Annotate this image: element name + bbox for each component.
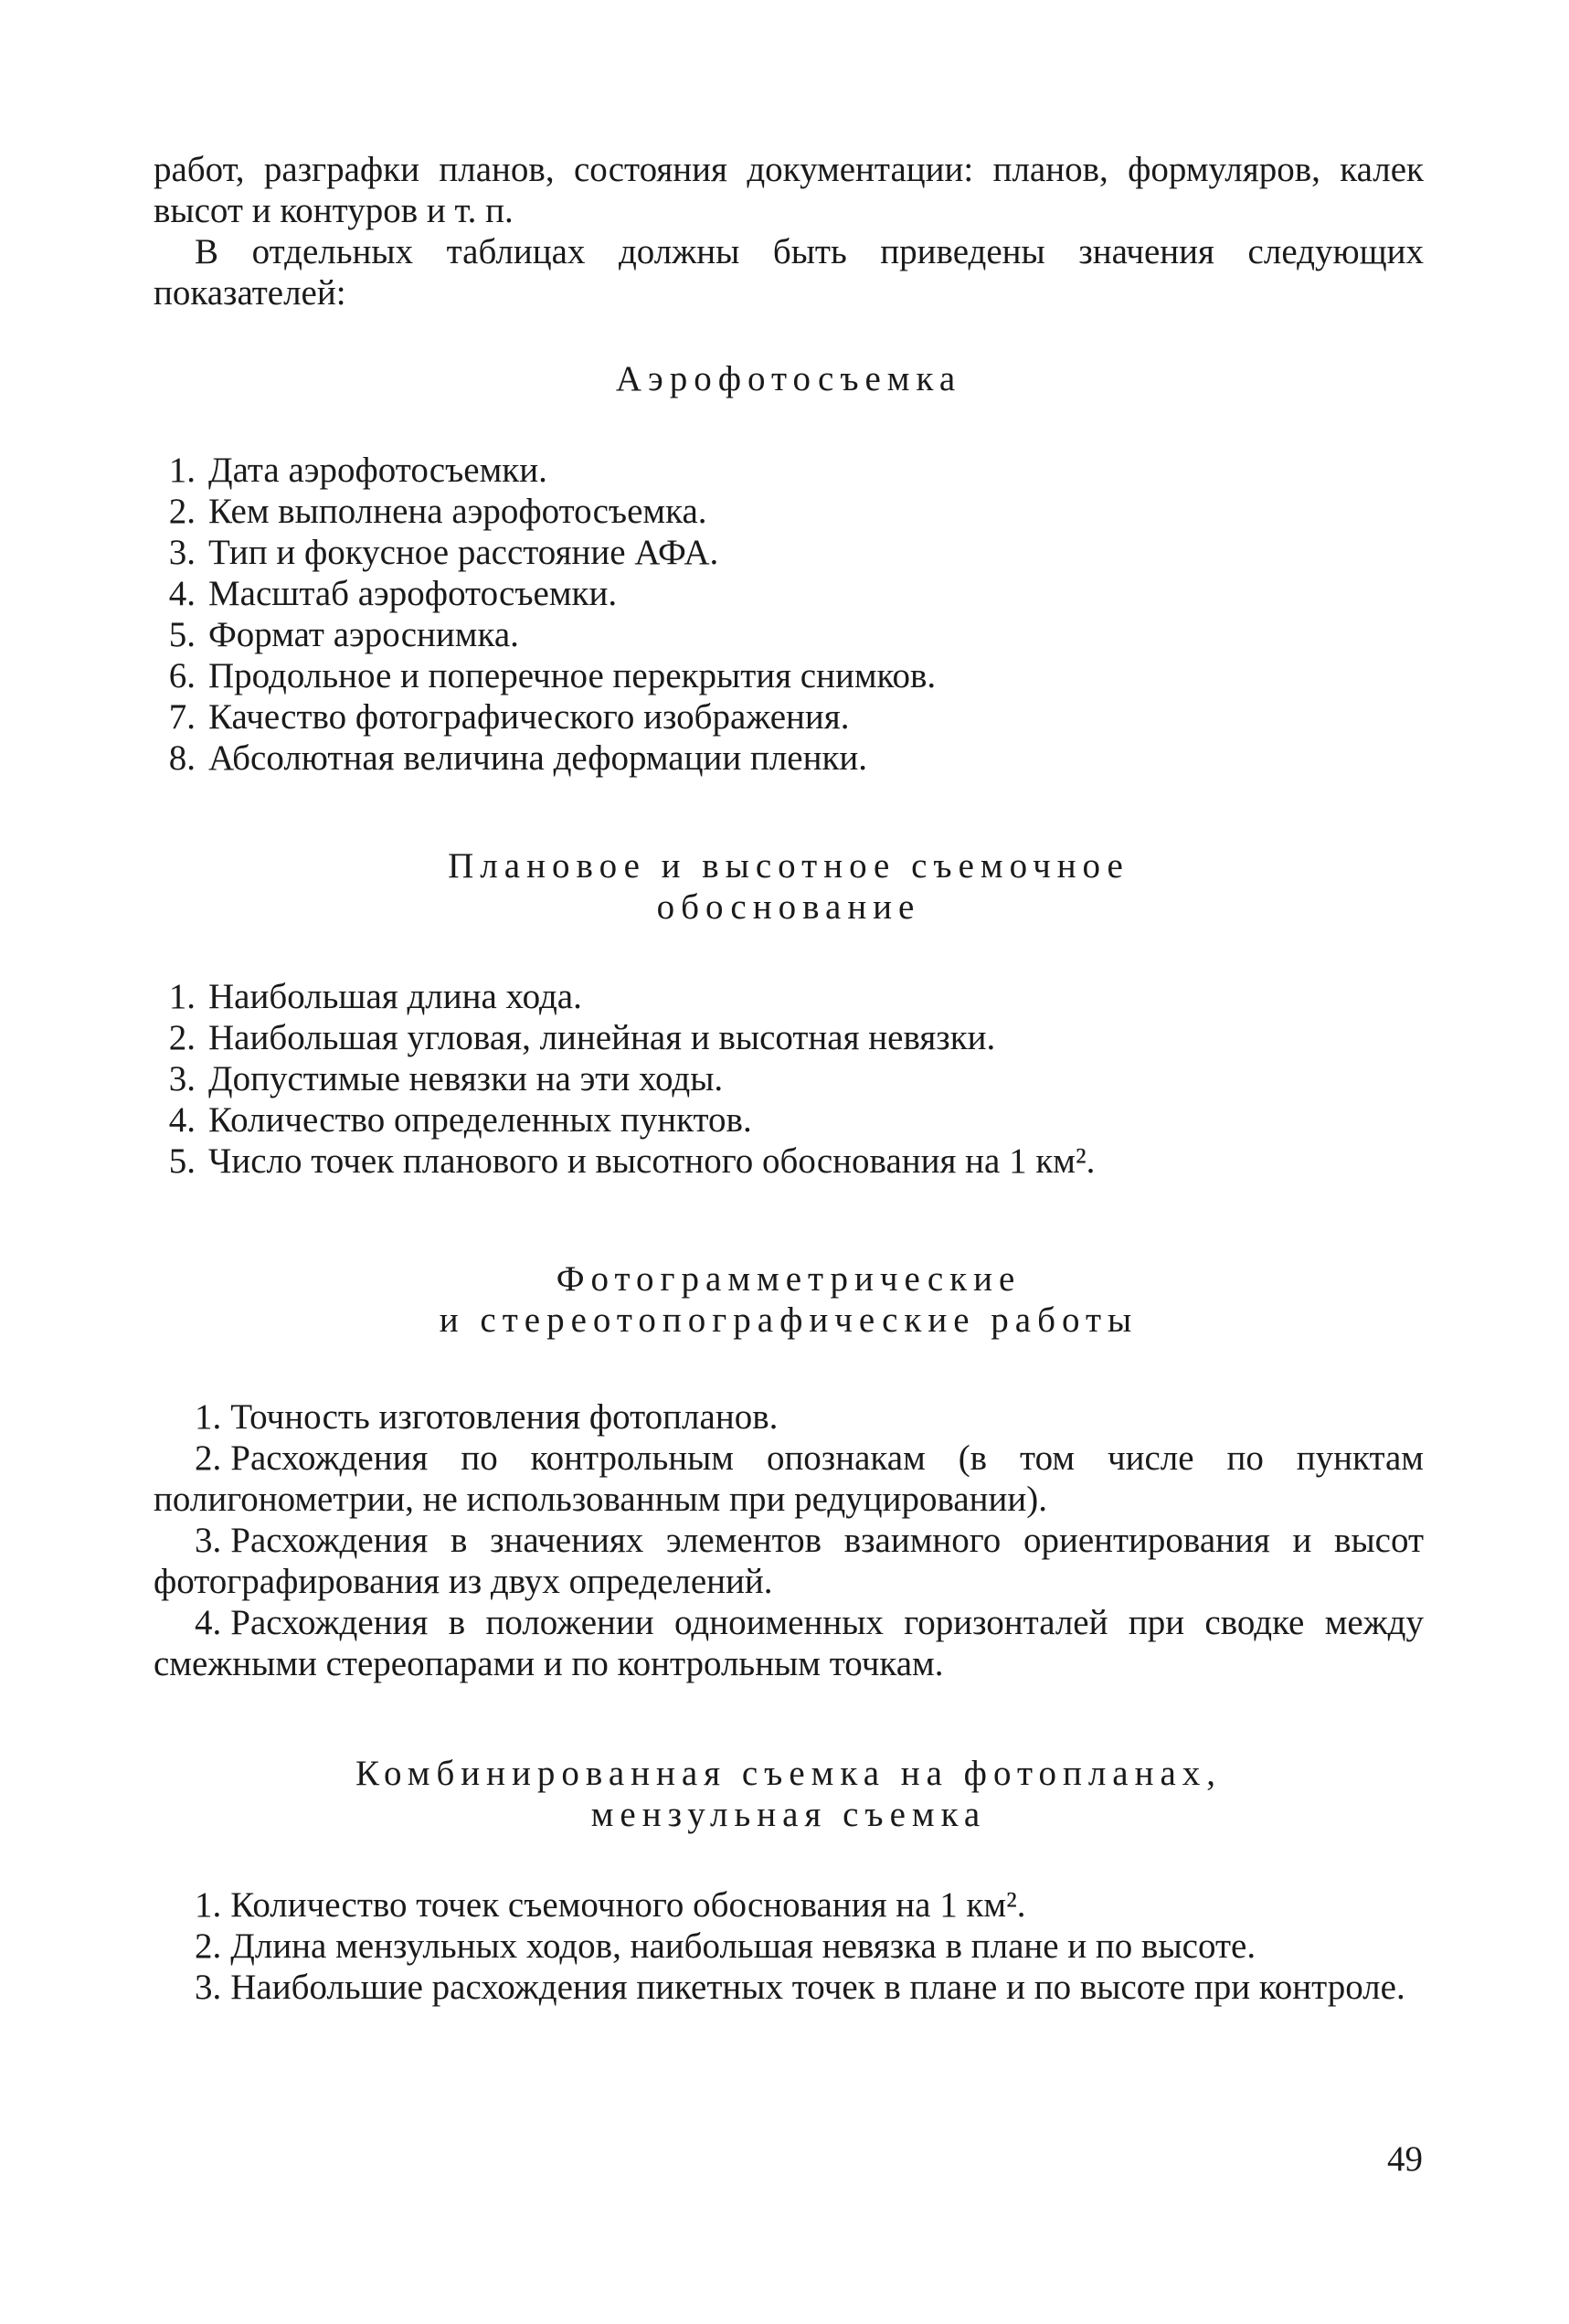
item-number: 5. <box>168 615 196 654</box>
list-item <box>154 1099 1424 1141</box>
item-text: Длина мензульных ходов, наибольшая невязка в плане и по высоте. <box>230 1926 1256 1966</box>
item-text: Наибольшая угловая, линейная и высотная невязки. <box>208 1018 996 1057</box>
list-item <box>154 696 1424 738</box>
section-heading-survey-control <box>154 845 1424 928</box>
list-item <box>154 1926 1424 1967</box>
heading-line: Аэрофотосъемка <box>615 359 962 398</box>
item-number: 5. <box>168 1141 196 1181</box>
list-item <box>154 1520 1424 1602</box>
heading-line: Плановое и высотное съемочное <box>448 846 1129 886</box>
item-number: 1. <box>195 1885 222 1925</box>
item-text: Формат аэроснимка. <box>208 615 519 654</box>
item-text: Продольное и поперечное перекрытия снимков. <box>208 656 937 695</box>
list-item <box>154 491 1424 532</box>
item-number: 7. <box>168 697 196 737</box>
item-text: Число точек планового и высотного обоснования на 1 км². <box>208 1141 1096 1181</box>
item-text: Расхождения в значениях элементов взаимного ориентирования и высот фотографирования из двух определений. <box>154 1521 1424 1601</box>
heading-line: мензульная съемка <box>590 1795 987 1834</box>
intro-text <box>154 149 1424 313</box>
list-item <box>154 1396 1424 1438</box>
item-text: Масштаб аэрофотосъемки. <box>208 574 618 613</box>
item-number: 3. <box>195 1521 222 1560</box>
item-number: 2. <box>195 1438 222 1478</box>
list-item <box>154 1602 1424 1684</box>
item-text: Тип и фокусное расстояние АФА. <box>208 533 719 572</box>
item-text: Количество определенных пунктов. <box>208 1100 752 1140</box>
item-number: 1. <box>195 1397 222 1437</box>
intro-paragraph-1: работ, разграфки планов, состояния документации: планов, формуляров, калек высот и контуров и т. п. <box>154 150 1424 230</box>
aerial-survey-list <box>154 450 1424 779</box>
item-text: Дата аэрофотосъемки. <box>208 451 547 490</box>
page-number: 49 <box>1387 2139 1423 2179</box>
item-number: 8. <box>168 738 196 778</box>
item-number: 3. <box>168 1059 196 1098</box>
item-number: 1. <box>168 451 196 490</box>
list-item <box>154 655 1424 696</box>
combined-survey-list <box>154 1884 1424 2008</box>
list-item <box>154 1017 1424 1058</box>
item-text: Точность изготовления фотопланов. <box>230 1397 779 1437</box>
list-item <box>154 1058 1424 1099</box>
heading-line: Фотограмметрические <box>556 1259 1022 1299</box>
item-number: 2. <box>195 1926 222 1966</box>
item-number: 4. <box>195 1603 222 1642</box>
item-text: Допустимые невязки на эти ходы. <box>208 1059 724 1098</box>
list-item <box>154 738 1424 779</box>
list-item <box>154 1141 1424 1182</box>
item-number: 2. <box>168 492 196 531</box>
item-number: 3. <box>168 533 196 572</box>
item-text: Абсолютная величина деформации пленки. <box>208 738 868 778</box>
list-item <box>154 1438 1424 1520</box>
item-text: Количество точек съемочного обоснования на 1 км². <box>230 1885 1026 1925</box>
list-item <box>154 976 1424 1017</box>
list-item <box>154 532 1424 573</box>
item-text: Кем выполнена аэрофотосъемка. <box>208 492 707 531</box>
item-text: Расхождения в положении одноименных горизонталей при сводке между смежными стереопарами и по контрольным точкам. <box>154 1603 1424 1683</box>
section-heading-combined-survey <box>154 1753 1424 1835</box>
item-number: 2. <box>168 1018 196 1057</box>
list-item <box>154 573 1424 614</box>
list-item <box>154 1967 1424 2008</box>
item-text: Наибольшая длина хода. <box>208 977 582 1016</box>
list-item <box>154 450 1424 491</box>
list-item <box>154 1884 1424 1926</box>
survey-control-list <box>154 976 1424 1182</box>
intro-paragraph-2: В отдельных таблицах должны быть приведены значения следующих показателей: <box>154 232 1424 313</box>
section-heading-photogrammetric-works <box>154 1258 1424 1341</box>
item-text: Расхождения по контрольным опознакам (в том числе по пунктам полигонометрии, не использованным при редуцировании). <box>154 1438 1424 1519</box>
item-number: 6. <box>168 656 196 695</box>
item-number: 4. <box>168 1100 196 1140</box>
item-text: Качество фотографического изображения. <box>208 697 850 737</box>
heading-line: и стереотопографические работы <box>439 1300 1139 1340</box>
item-number: 3. <box>195 1968 222 2007</box>
item-number: 1. <box>168 977 196 1016</box>
list-item <box>154 614 1424 655</box>
photogrammetric-works-list <box>154 1396 1424 1684</box>
heading-line: обоснование <box>656 887 921 927</box>
item-text: Наибольшие расхождения пикетных точек в плане и по высоте при контроле. <box>230 1968 1405 2007</box>
section-heading-aerial-survey <box>154 358 1424 399</box>
item-number: 4. <box>168 574 196 613</box>
heading-line: Комбинированная съемка на фотопланах, <box>355 1754 1223 1793</box>
